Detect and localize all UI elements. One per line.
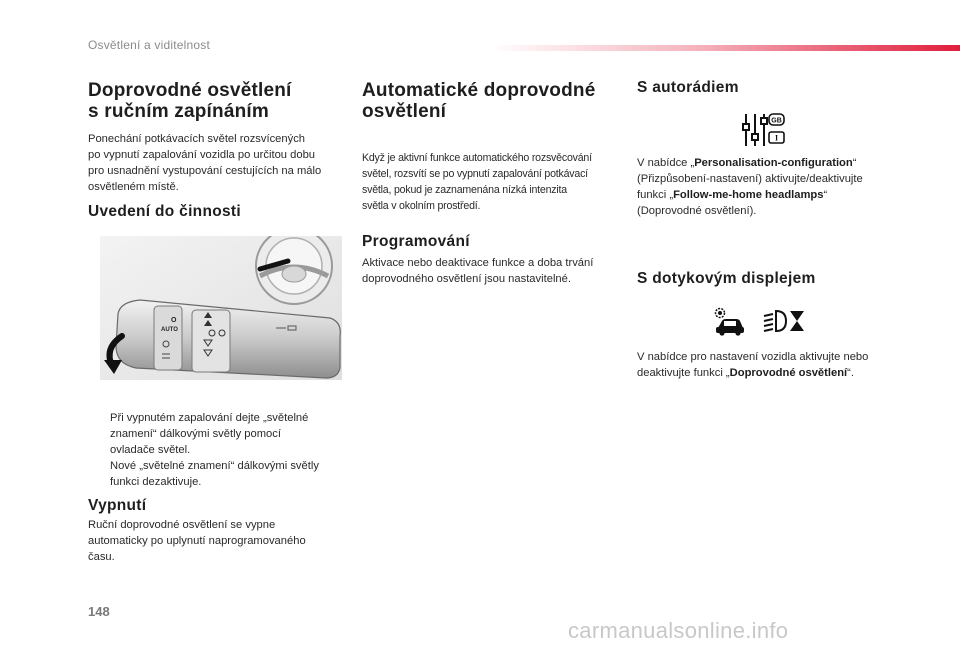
text-fragment: funkci „: [637, 189, 674, 201]
activation-heading: Uvedení do činnosti: [88, 203, 241, 220]
touchscreen-text-line: [637, 365, 899, 381]
bullet-line: ovladače světel.: [110, 444, 191, 456]
programming-text-line: Aktivace nebo deaktivace funkce a doba trvání: [362, 257, 594, 269]
programming-text-line: doprovodného osvětlení jsou nastavitelné.: [362, 273, 571, 285]
manual-lighting-title-line2: s ručním zapínáním: [88, 101, 269, 122]
header-accent-bar: [490, 45, 960, 51]
section-title: Osvětlení a viditelnost: [88, 38, 210, 52]
off-text-line: automaticky po uplynutí naprogramovaného: [88, 535, 306, 547]
programming-text: [362, 255, 624, 287]
watermark: carmanualsonline.info: [568, 618, 789, 643]
stalk-label-o: O: [171, 317, 177, 324]
bullet-line: Při vypnutém zapalování dejte „světelné: [110, 412, 309, 424]
text-fragment: “: [823, 189, 828, 201]
off-text: [88, 517, 348, 565]
intro-line: pro usnadnění vystupování cestujících na málo: [88, 165, 322, 177]
auto-text-line: Když je aktivní funkce automatického rozsvěcování: [362, 152, 592, 164]
activation-bullets: [88, 410, 350, 490]
bullet-line: znamení“ dálkovými světly pomocí: [110, 428, 281, 440]
auto-lighting-title-line1: Automatické doprovodné: [362, 80, 596, 101]
auto-text-line: světla v okolním prostředí.: [362, 200, 481, 212]
page-number: 148: [88, 604, 110, 619]
bullet-line: Nové „světelné znamení“ dálkovými světly: [110, 460, 319, 472]
radio-heading: S autorádiem: [637, 79, 739, 96]
function-name: Doprovodné osvětlení: [729, 367, 848, 379]
text-fragment: “.: [847, 367, 854, 379]
follow-me-home-icon: [762, 308, 806, 334]
stalk-label-auto: AUTO: [161, 327, 178, 333]
touchscreen-text-line: V nabídce pro nastavení vozidla aktivujte nebo: [637, 351, 869, 363]
text-fragment: “: [852, 157, 857, 169]
intro-line: osvětleném místě.: [88, 181, 179, 193]
list-item: [88, 458, 350, 490]
touchscreen-heading: S dotykovým displejem: [637, 270, 816, 287]
settings-toggle-icon: [742, 112, 786, 148]
steering-wheel-icon: [256, 236, 332, 304]
off-text-line: času.: [88, 551, 115, 563]
auto-lighting-title: [362, 80, 595, 122]
auto-lighting-title-line2: osvětlení: [362, 101, 447, 122]
light-stalk-illustration: [100, 236, 342, 380]
intro-line: po vypnutí zapalování vozidla po určitou dobu: [88, 149, 316, 161]
off-heading: Vypnutí: [88, 497, 147, 514]
radio-text-line: (Doprovodné osvětlení).: [637, 205, 757, 217]
radio-icon-gb-label: GB: [771, 117, 782, 125]
menu-name: Personalisation-configuration: [694, 157, 853, 169]
bullet-line: funkci dezaktivuje.: [110, 476, 202, 488]
text-fragment: deaktivujte funkci „: [637, 367, 730, 379]
auto-text-line: světel, rozsvítí se po vypnutí zapalování potkávací: [362, 168, 588, 180]
manual-lighting-title: [88, 80, 292, 122]
intro-line: Ponechání potkávacích světel rozsvícených: [88, 133, 306, 145]
radio-text: [637, 155, 899, 219]
manual-lighting-title-line1: Doprovodné osvětlení: [88, 80, 292, 101]
auto-text-line: světla, pokud je zaznamenána nízká intenzita: [362, 184, 567, 196]
radio-icon-i-label: I: [774, 133, 779, 143]
touchscreen-text: [637, 349, 899, 381]
auto-lighting-text: [362, 150, 624, 214]
car-settings-icon: [712, 306, 746, 336]
radio-text-line: [637, 187, 899, 203]
off-text-line: Ruční doprovodné osvětlení se vypne: [88, 519, 276, 531]
function-name: Follow-me-home headlamps: [673, 189, 824, 201]
manual-lighting-intro: [88, 131, 348, 195]
list-item: [88, 410, 350, 458]
radio-text-line: [637, 155, 899, 171]
radio-text-line: (Přizpůsobení-nastavení) aktivujte/deaktivujte: [637, 173, 863, 185]
text-fragment: V nabídce „: [637, 157, 695, 169]
programming-heading: Programování: [362, 233, 470, 250]
